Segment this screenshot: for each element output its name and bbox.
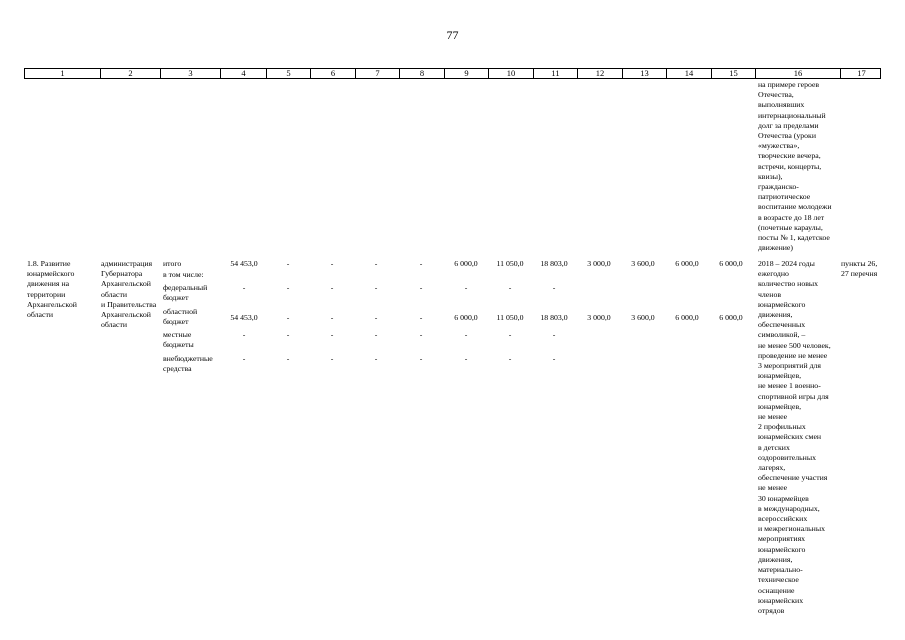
col-header-7: 7	[356, 69, 400, 78]
federal-col11: -	[552, 283, 556, 292]
regional-col6: -	[330, 313, 334, 322]
funding-source-local: местные бюджеты	[163, 330, 194, 350]
total-col14: 6 000,0	[675, 259, 699, 268]
total-col4: 54 453,0	[230, 259, 258, 268]
total-col5: -	[286, 259, 290, 268]
extrabudgetary-col11: -	[552, 354, 556, 363]
local-col9: -	[464, 330, 468, 339]
regional-col12: 3 000,0	[587, 313, 611, 322]
extrabudgetary-col6: -	[330, 354, 334, 363]
extrabudgetary-col9: -	[464, 354, 468, 363]
regional-col11: 18 803,0	[540, 313, 568, 322]
table-header-row	[24, 68, 881, 79]
col-header-2: 2	[101, 69, 161, 78]
federal-col10: -	[508, 283, 512, 292]
col-header-10: 10	[489, 69, 534, 78]
regional-col13: 3 600,0	[631, 313, 655, 322]
extrabudgetary-col5: -	[286, 354, 290, 363]
total-col11: 18 803,0	[540, 259, 568, 268]
federal-col9: -	[464, 283, 468, 292]
funding-source-extrabudgetary: внебюджетные средства	[163, 354, 213, 374]
col-header-15: 15	[712, 69, 756, 78]
local-col4: -	[242, 330, 246, 339]
col-header-14: 14	[667, 69, 712, 78]
target-indicators: 2018 – 2024 годы ежегодно количество новых членов юнармейского движения, обеспеченных символикой, – не менее 500 человек, проведение не менее 3 мероприятий для юнармейцев, не менее 1 военно- спортивной игры для юнармейцев, не менее 2 профильных юнармейских смен в детских оздоровительных лагерях, обеспечение участия не менее 30 юнармейцев в международных, всероссийских и межрегиональных мероприятиях юнармейского движения, материально- техническое оснащение юнармейских отрядов	[758, 259, 831, 615]
total-col13: 3 600,0	[631, 259, 655, 268]
col-header-12: 12	[578, 69, 623, 78]
funding-source-federal: федеральный бюджет	[163, 283, 208, 303]
regional-col15: 6 000,0	[719, 313, 743, 322]
total-col9: 6 000,0	[454, 259, 478, 268]
col-header-5: 5	[267, 69, 311, 78]
col-header-3: 3	[161, 69, 221, 78]
regional-col4: 54 453,0	[230, 313, 258, 322]
federal-col4: -	[242, 283, 246, 292]
funding-source-regional: областной бюджет	[163, 307, 198, 327]
local-col8: -	[419, 330, 423, 339]
col16-continuation-text: на примере героев Отечества, выполнявших интернациональный долг за пределами Отечества (уроки «мужества», творческие вечера, встречи, концерты, квизы), гражданско- патриотическое воспитание молодежи в возрасте до 18 лет (почетные караулы, посты № 1, кадетское движение)	[758, 80, 832, 253]
local-col6: -	[330, 330, 334, 339]
regional-col5: -	[286, 313, 290, 322]
local-col7: -	[374, 330, 378, 339]
col-header-4: 4	[221, 69, 267, 78]
col-header-1: 1	[25, 69, 101, 78]
total-col8: -	[419, 259, 423, 268]
page-number: 77	[446, 28, 459, 42]
funding-source-including: в том числе:	[163, 270, 204, 279]
local-col10: -	[508, 330, 512, 339]
regional-col10: 11 050,0	[496, 313, 524, 322]
federal-col5: -	[286, 283, 290, 292]
col-header-6: 6	[311, 69, 356, 78]
regional-col9: 6 000,0	[454, 313, 478, 322]
regional-col14: 6 000,0	[675, 313, 699, 322]
federal-col8: -	[419, 283, 423, 292]
funding-source-total: итого	[163, 259, 182, 268]
col-header-13: 13	[623, 69, 667, 78]
federal-col6: -	[330, 283, 334, 292]
federal-col7: -	[374, 283, 378, 292]
extrabudgetary-col4: -	[242, 354, 246, 363]
responsible-executor: администрация Губернатора Архангельской области и Правительства Архангельской области	[101, 259, 157, 330]
extrabudgetary-col10: -	[508, 354, 512, 363]
col-header-9: 9	[445, 69, 489, 78]
total-col15: 6 000,0	[719, 259, 743, 268]
extrabudgetary-col7: -	[374, 354, 378, 363]
col-header-16: 16	[756, 69, 841, 78]
total-col12: 3 000,0	[587, 259, 611, 268]
regional-col7: -	[374, 313, 378, 322]
extrabudgetary-col8: -	[419, 354, 423, 363]
regional-col8: -	[419, 313, 423, 322]
local-col5: -	[286, 330, 290, 339]
reference-items: пункты 26, 27 перечня	[841, 259, 878, 279]
col-header-17: 17	[857, 68, 866, 78]
total-col10: 11 050,0	[496, 259, 524, 268]
measure-title: 1.8. Развитие юнармейского движения на территории Архангельской области	[27, 259, 77, 320]
col-header-11: 11	[534, 69, 578, 78]
local-col11: -	[552, 330, 556, 339]
total-col7: -	[374, 259, 378, 268]
total-col6: -	[330, 259, 334, 268]
col-header-8: 8	[400, 69, 445, 78]
